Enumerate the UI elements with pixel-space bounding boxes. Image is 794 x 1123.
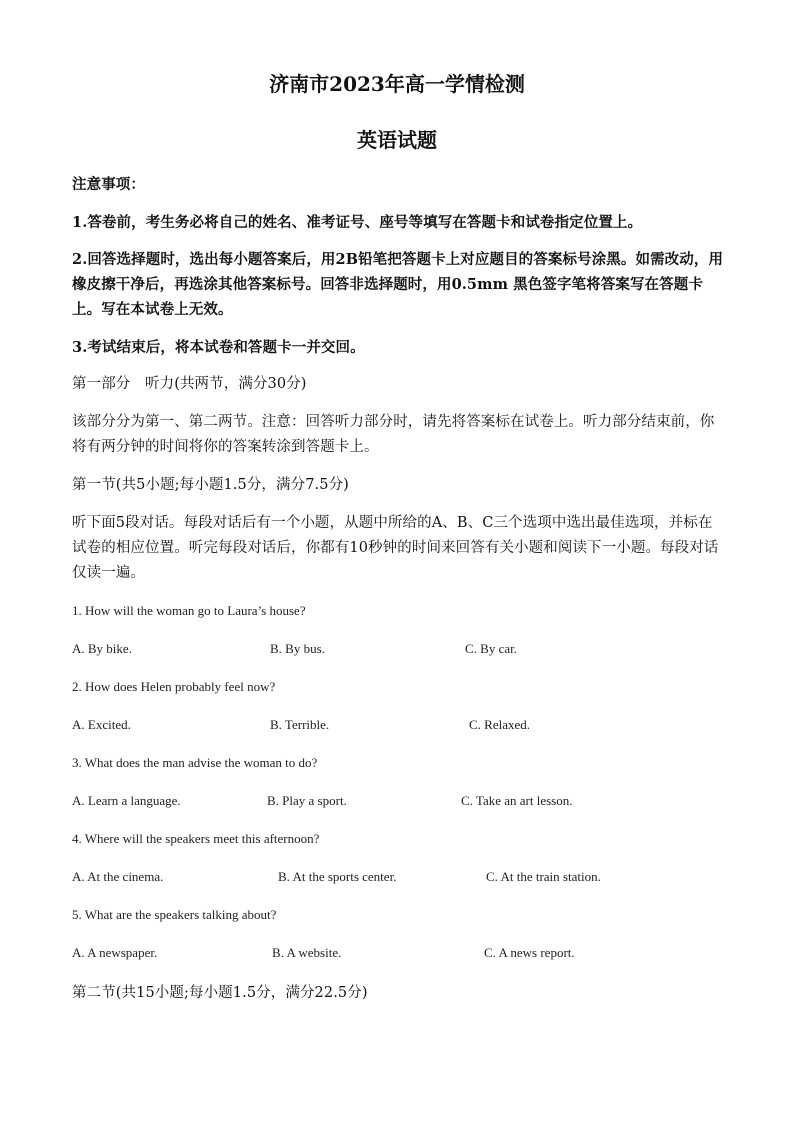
question-2-option-b[interactable]: B. Terrible. — [270, 717, 330, 732]
question-2: 2. How does Helen probably feel now? — [72, 679, 276, 694]
notice-item-1: 1.答卷前，考生务必将自己的姓名、准考证号、座号等填写在答题卡和试卷指定位置上。 — [72, 214, 643, 231]
question-3-option-c[interactable]: C. Take an art lesson. — [461, 793, 573, 808]
section1-instruction: 听下面5段对话。每段对话后有一个小题，从题中所给的A、B、C三个选项中选出最佳选项，并标在试卷的相应位置。听完每段对话后，你都有10秒钟的时间来回答有关小题和阅读下一小题。每段对话仅读一遍。 — [72, 515, 719, 581]
part1-description: 该部分分为第一、第二两节。注意：回答听力部分时，请先将答案标在试卷上。听力部分结束前，你将有两分钟的时间将你的答案转涂到答题卡上。 — [72, 414, 715, 455]
notice-heading: 注意事项： — [72, 176, 145, 193]
exam-title: 济南市2023年高一学情检测 — [269, 72, 525, 96]
section1-heading: 第一节(共5小题;每小题1.5分，满分7.5分) — [72, 477, 349, 493]
question-1-option-c[interactable]: C. By car. — [465, 641, 517, 656]
question-4-option-c[interactable]: C. At the train station. — [486, 869, 601, 884]
question-4: 4. Where will the speakers meet this afternoon? — [72, 831, 320, 846]
question-1: 1. How will the woman go to Laura’s house? — [72, 603, 306, 618]
question-3-option-a[interactable]: A. Learn a language. — [72, 793, 181, 808]
exam-subtitle: 英语试题 — [357, 128, 437, 152]
notice-item-3: 3.考试结束后，将本试卷和答题卡一并交回。 — [72, 339, 365, 356]
question-2-option-a[interactable]: A. Excited. — [72, 717, 131, 732]
question-5-option-c[interactable]: C. A news report. — [484, 945, 575, 960]
section2-heading: 第二节(共15小题;每小题1.5分，满分22.5分) — [72, 985, 368, 1001]
question-1-option-b[interactable]: B. By bus. — [270, 641, 325, 656]
question-4-option-a[interactable]: A. At the cinema. — [72, 869, 164, 884]
part1-heading: 第一部分 听力(共两节，满分30分) — [72, 376, 307, 392]
question-5-option-b[interactable]: B. A website. — [272, 945, 342, 960]
notice-item-2: 2.回答选择题时，选出每小题答案后，用2B铅笔把答题卡上对应题目的答案标号涂黑。如需改动，用橡皮擦干净后，再选涂其他答案标号。回答非选择题时，用0.5mm 黑色签字笔将答案写在答题卡上。写在本试卷上无效。 — [72, 251, 724, 318]
question-3-option-b[interactable]: B. Play a sport. — [267, 793, 347, 808]
question-3: 3. What does the man advise the woman to do? — [72, 755, 318, 770]
question-5: 5. What are the speakers talking about? — [72, 907, 277, 922]
question-2-option-c[interactable]: C. Relaxed. — [469, 717, 531, 732]
question-1-option-a[interactable]: A. By bike. — [72, 641, 132, 656]
question-4-option-b[interactable]: B. At the sports center. — [278, 869, 397, 884]
question-5-option-a[interactable]: A. A newspaper. — [72, 945, 158, 960]
